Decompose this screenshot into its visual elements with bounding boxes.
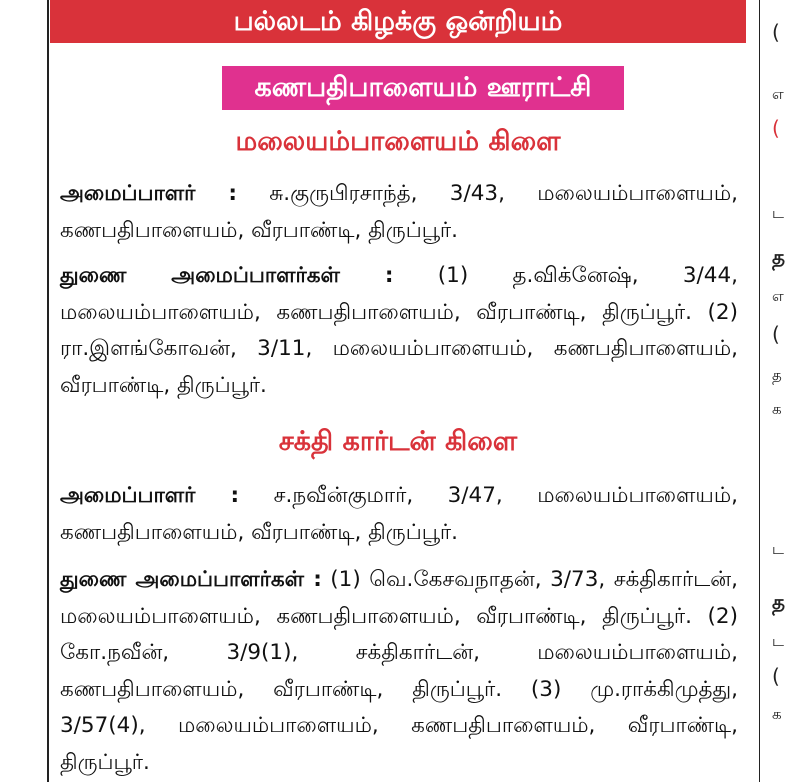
union-header: பல்லடம் கிழக்கு ஒன்றியம்: [50, 0, 746, 43]
adjacent-fragment: (: [772, 322, 780, 346]
adjacent-fragment: எ: [772, 287, 784, 305]
organizer-label: அமைப்பாளர் :: [60, 181, 237, 206]
adjacent-fragment: க: [772, 705, 782, 723]
organizer-text: சு.குருபிரசாந்த், 3/43, மலையம்பாளையம், கணபதிபாளையம், வீரபாண்டி, திருப்பூர்.: [60, 181, 738, 243]
adjacent-fragment: த: [772, 366, 782, 384]
adjacent-fragment: ட: [772, 632, 784, 650]
adjacent-fragment: (: [772, 664, 780, 688]
adjacent-fragment: ட: [772, 204, 784, 222]
adjacent-fragment: எ: [772, 85, 784, 103]
deputy-label: துணை அமைப்பாளர்கள் :: [60, 263, 394, 288]
adjacent-fragment: க: [772, 400, 782, 418]
branch-title-1: மலையம்பாளையம் கிளை: [235, 126, 561, 157]
deputy-text: (1) த.விக்னேஷ், 3/44, மலையம்பாளையம், கணபதிபாளையம், வீரபாண்டி, திருப்பூர். (2) ரா.இளங்கோவன், 3/11, மலையம்பாளையம், கணபதிபாளையம், வீரபாண்டி, திருப்பூர்.: [60, 263, 738, 398]
deputy-label: துணை அமைப்பாளர்கள் :: [60, 567, 322, 592]
branch-title-2: சக்தி கார்டன் கிளை: [278, 426, 518, 457]
adjacent-fragment: த: [772, 590, 786, 614]
organizer-text: ச.நவீன்குமார், 3/47, மலையம்பாளையம், கணபதிபாளையம், வீரபாண்டி, திருப்பூர்.: [60, 483, 738, 545]
deputy-paragraph-1: [60, 258, 738, 404]
adjacent-column: [760, 0, 800, 782]
adjacent-fragment: த: [772, 245, 786, 269]
adjacent-fragment: ட: [772, 540, 784, 558]
deputy-text: (1) வெ.கேசவநாதன், 3/73, சக்திகார்டன், மலையம்பாளையம், கணபதிபாளையம், வீரபாண்டி, திருப்பூர். (2) கோ.நவீன், 3/9(1), சக்திகார்டன், மலையம்பாளையம், கணபதிபாளையம், வீரபாண்டி, திருப்பூர். (3) மு.ராக்கிமுத்து, 3/57(4), மலையம்பாளையம், கணபதிபாளையம், வீரபாண்டி, திருப்பூர்.: [60, 567, 738, 775]
organizer-paragraph-2: [60, 478, 738, 551]
adjacent-fragment: (: [772, 20, 780, 44]
organizer-label: அமைப்பாளர் :: [60, 483, 240, 508]
organizer-paragraph-1: [60, 176, 738, 249]
deputy-paragraph-2: [60, 562, 738, 781]
adjacent-fragment: (: [772, 116, 780, 140]
panchayat-title: கணபதிபாளையம் ஊராட்சி: [222, 66, 624, 110]
